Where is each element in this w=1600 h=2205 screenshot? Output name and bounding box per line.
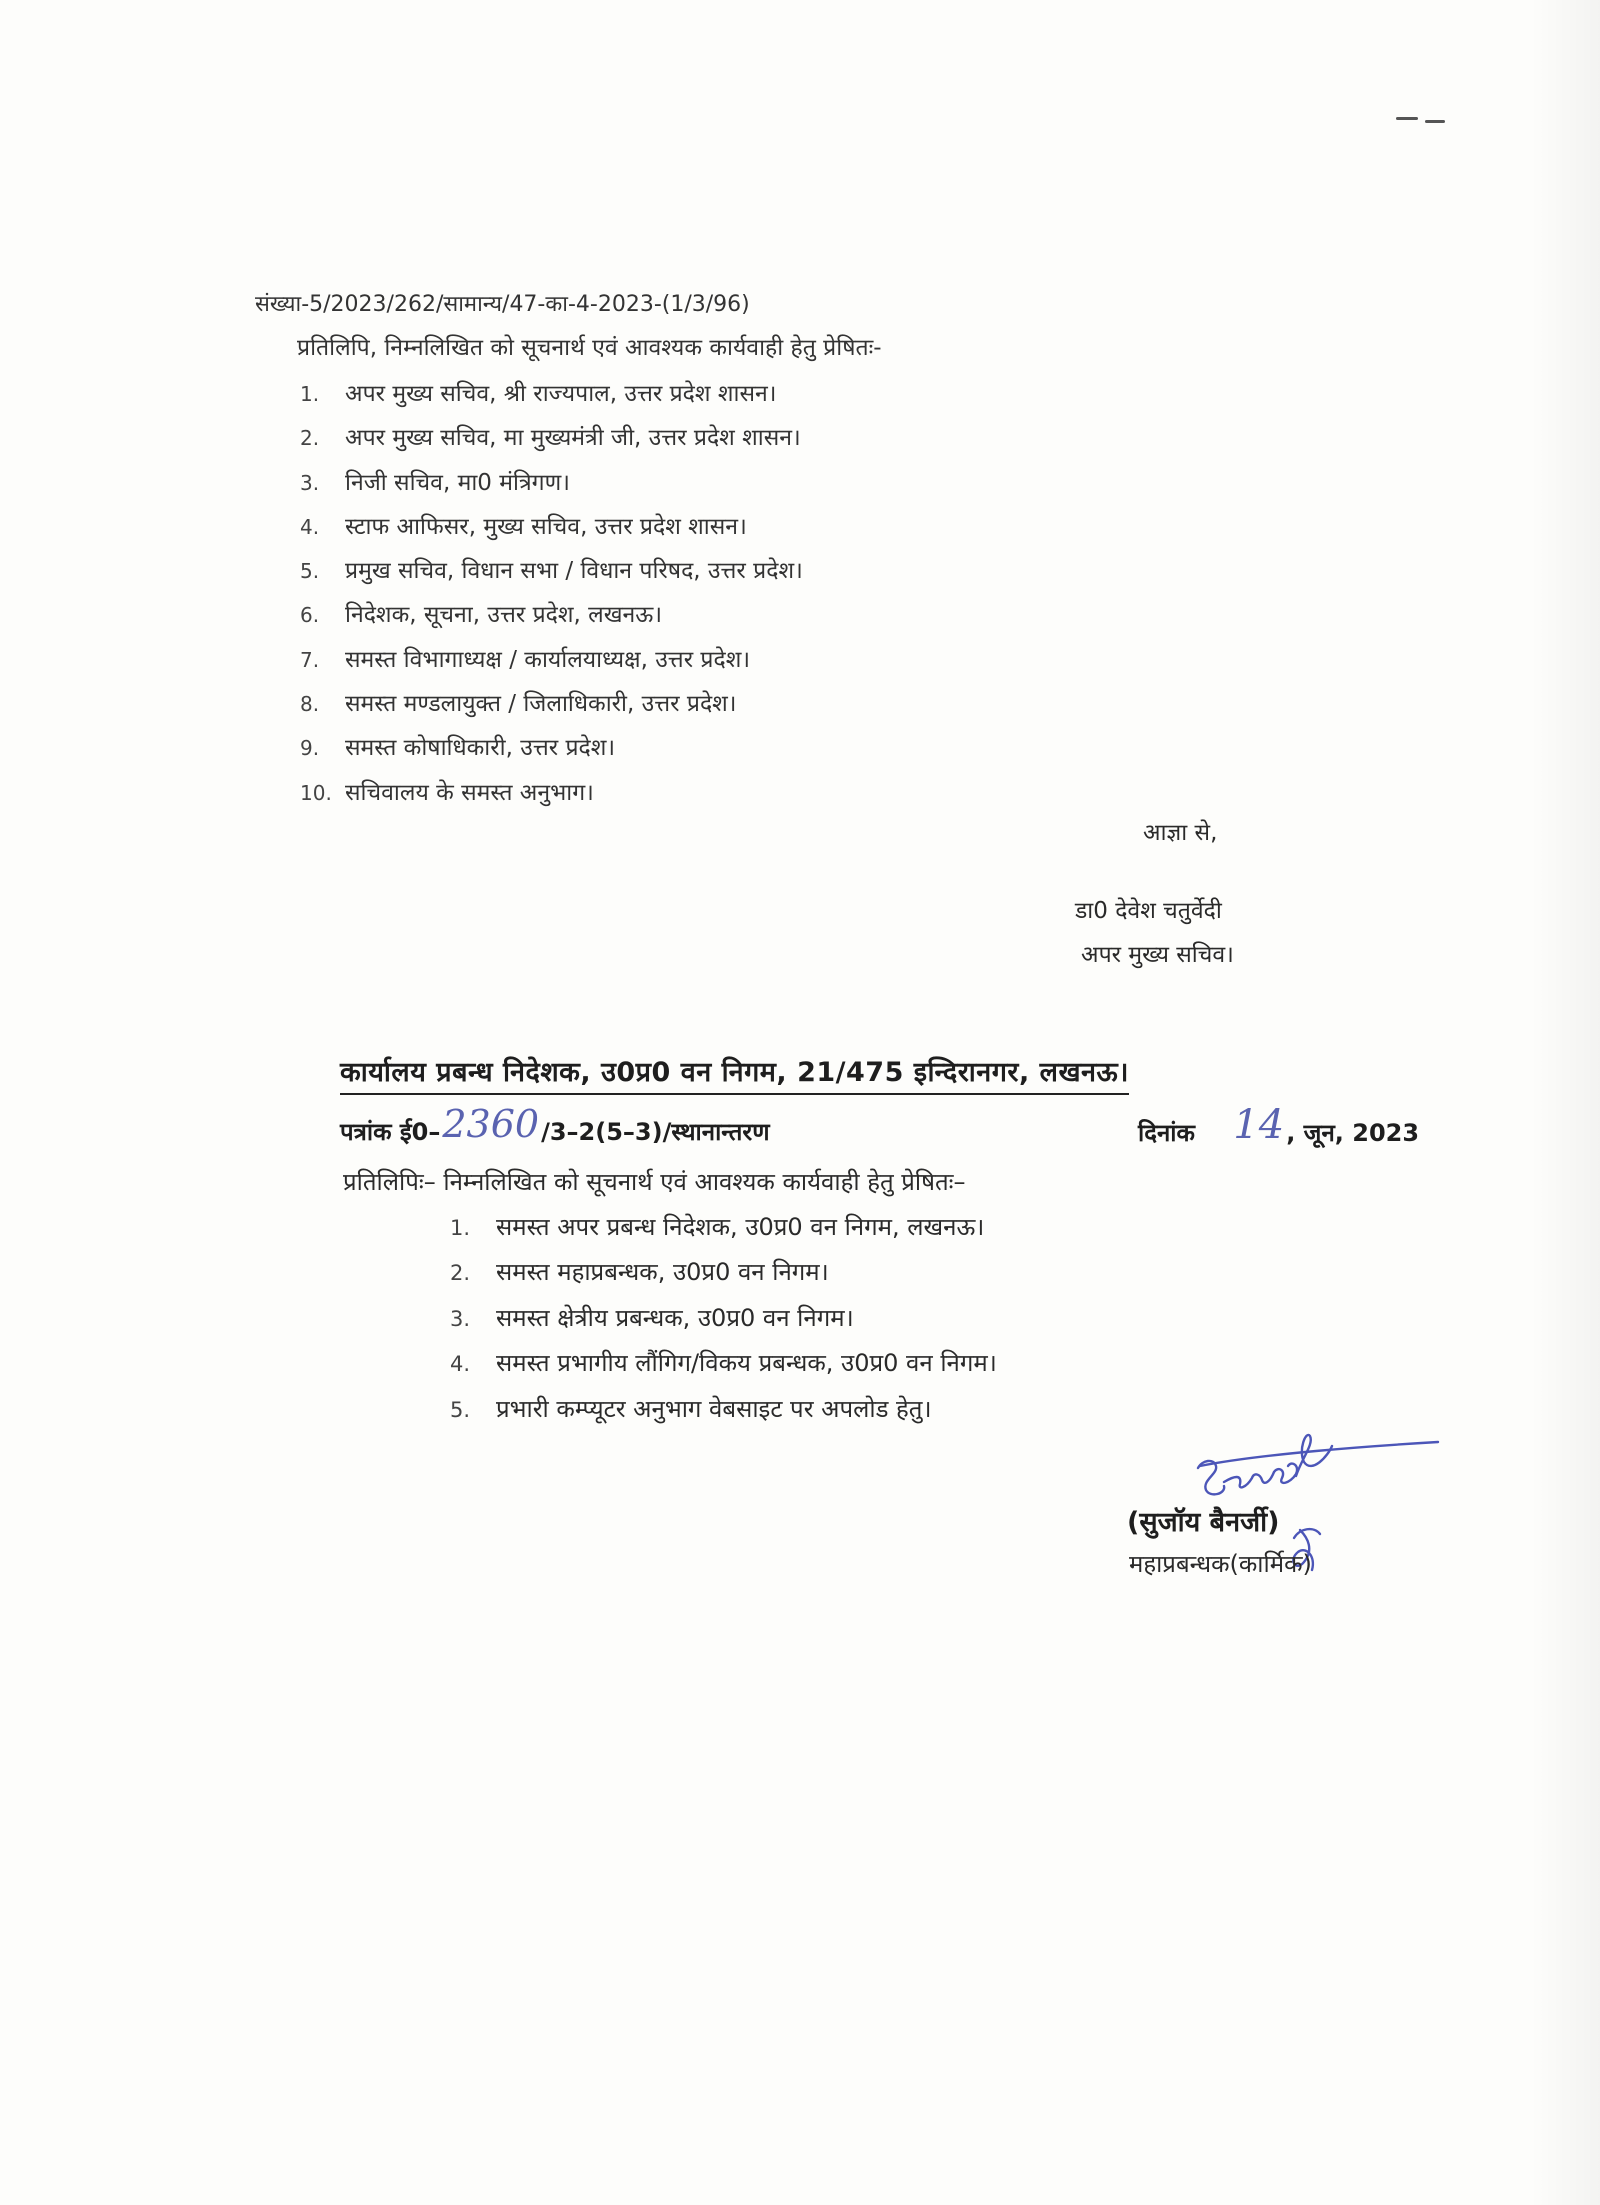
copy-intro-text-2: प्रतिलिपिः– निम्नलिखित को सूचनार्थ एवं आवश्यक कार्यवाही हेतु प्रेषितः– (343, 1168, 966, 1196)
list-item: 4. स्टाफ आफिसर, मुख्य सचिव, उत्तर प्रदेश शासन। (300, 513, 747, 540)
recipient-list-1 (300, 372, 803, 815)
order-phrase: आज्ञा से, (1143, 820, 1218, 846)
list-item: 3. निजी सचिव, मा0 मंत्रिगण। (300, 469, 570, 496)
signatory-designation: अपर मुख्य सचिव। (1081, 942, 1234, 968)
list-item: 5. प्रभारी कम्प्यूटर अनुभाग वेबसाइट पर अपलोड हेतु। (450, 1394, 932, 1423)
handwritten-date-day: 14 (1233, 1102, 1285, 1148)
signatory-name-2: (सुजॉय बैनर्जी) (1127, 1507, 1280, 1538)
list-item: 1. समस्त अपर प्रबन्ध निदेशक, उ0प्र0 वन निगम, लखनऊ। (450, 1213, 985, 1241)
scan-mark (1396, 117, 1418, 120)
list-item: 8. समस्त मण्डलायुक्त / जिलाधिकारी, उत्तर प्रदेश। (300, 691, 737, 718)
signatory-name: डा0 देवेश चतुर्वेदी (1075, 898, 1222, 924)
recipient-list-2 (450, 1205, 997, 1432)
list-item: 6. निदेशक, सूचना, उत्तर प्रदेश, लखनऊ। (300, 602, 663, 629)
letter-number: पत्रांक ई0–2360/3–2(5–3)/स्थानान्तरण (340, 1102, 770, 1146)
list-item: 7. समस्त विभागाध्यक्ष / कार्यालयाध्यक्ष, उत्तर प्रदेश। (300, 646, 751, 673)
list-item: 5. प्रमुख सचिव, विधान सभा / विधान परिषद, उत्तर प्रदेश। (300, 558, 803, 585)
scan-mark (1425, 120, 1445, 123)
signatory-designation-2: महाप्रबन्धक(कार्मिक) (1129, 1550, 1312, 1578)
letter-date: दिनांक 14, जून, 2023 (1138, 1102, 1420, 1148)
reference-number: संख्या-5/2023/262/सामान्य/47-का-4-2023-(1/3/96) (255, 292, 750, 317)
page-edge-shadow (1530, 0, 1600, 2205)
office-heading: कार्यालय प्रबन्ध निदेशक, उ0प्र0 वन निगम, 21/475 इन्दिरानगर, लखनऊ। (340, 1052, 1129, 1095)
list-item: 2. समस्त महाप्रबन्धक, उ0प्र0 वन निगम। (450, 1258, 829, 1287)
list-item: 10. सचिवालय के समस्त अनुभाग। (300, 779, 594, 806)
list-item: 1. अपर मुख्य सचिव, श्री राज्यपाल, उत्तर प्रदेश शासन। (300, 381, 777, 407)
copy-intro-text: प्रतिलिपि, निम्नलिखित को सूचनार्थ एवं आवश्यक कार्यवाही हेतु प्रेषितः- (297, 335, 882, 361)
list-item: 9. समस्त कोषाधिकारी, उत्तर प्रदेश। (300, 735, 616, 762)
handwritten-letter-number: 2360 (442, 1102, 540, 1146)
list-item: 3. समस्त क्षेत्रीय प्रबन्धक, उ0प्र0 वन निगम। (450, 1303, 854, 1332)
list-item: 4. समस्त प्रभागीय लौंगिग/विकय प्रबन्धक, उ0प्र0 वन निगम। (450, 1349, 997, 1378)
list-item: 2. अपर मुख्य सचिव, मा मुख्यमंत्री जी, उत्तर प्रदेश शासन। (300, 425, 801, 452)
